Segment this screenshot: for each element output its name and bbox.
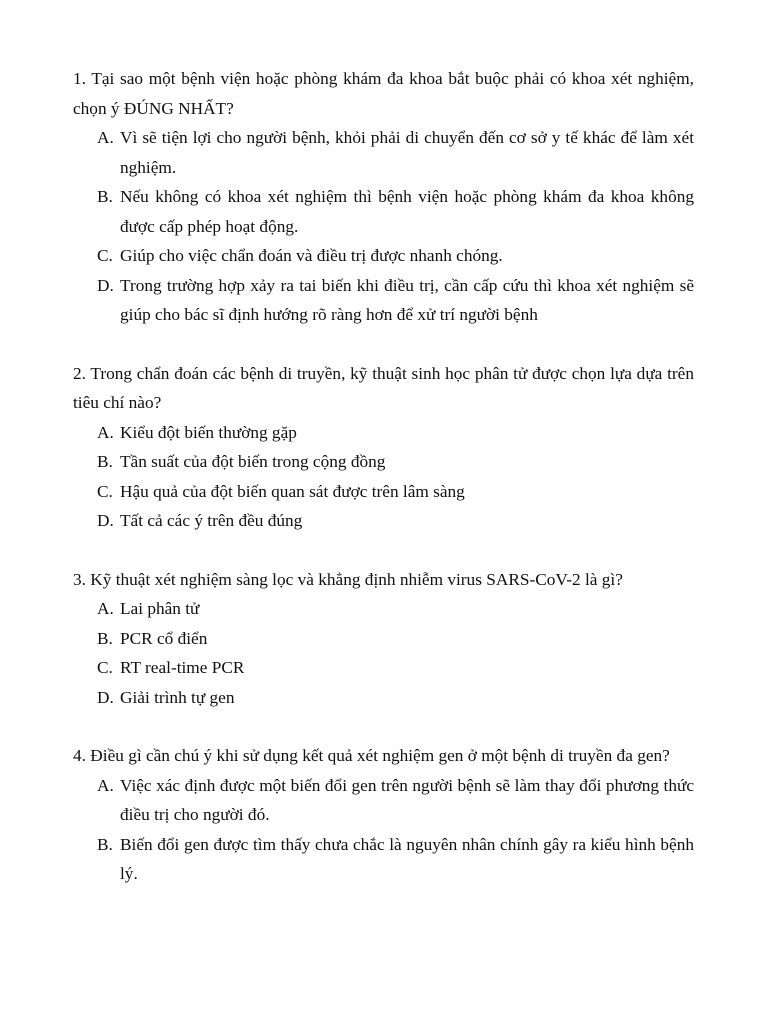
option-b bbox=[73, 830, 694, 889]
option-text: Việc xác định được một biến đổi gen trên người bệnh sẽ làm thay đổi phương thức điều trị cho người đó. bbox=[120, 775, 694, 824]
option-a bbox=[73, 418, 694, 448]
question-stem: 3. Kỹ thuật xét nghiệm sàng lọc và khẳng định nhiễm virus SARS-CoV-2 là gì? bbox=[73, 569, 623, 589]
option-b bbox=[73, 182, 694, 241]
option-letter: B. bbox=[97, 834, 113, 854]
option-c bbox=[73, 241, 694, 271]
document-page bbox=[73, 64, 694, 918]
option-text: Giải trình tự gen bbox=[120, 687, 235, 707]
option-d bbox=[73, 506, 694, 536]
option-text: Hậu quả của đột biến quan sát được trên lâm sàng bbox=[120, 481, 465, 501]
option-a bbox=[73, 594, 694, 624]
option-text: Kiểu đột biến thường gặp bbox=[120, 422, 297, 442]
option-text: Lai phân tử bbox=[120, 599, 200, 618]
option-letter: B. bbox=[97, 452, 113, 471]
option-letter: A. bbox=[97, 422, 114, 442]
option-text: Nếu không có khoa xét nghiệm thì bệnh viện hoặc phòng khám đa khoa không được cấp phép hoạt động. bbox=[120, 187, 694, 236]
option-letter: D. bbox=[97, 275, 114, 295]
option-text: Tất cả các ý trên đều đúng bbox=[120, 511, 303, 530]
question-stem: 2. Trong chẩn đoán các bệnh di truyền, kỹ thuật sinh học phân tử được chọn lựa dựa trên tiêu chí nào? bbox=[73, 363, 694, 412]
question-4 bbox=[73, 741, 694, 889]
option-a bbox=[73, 123, 694, 182]
question-stem: 1. Tại sao một bệnh viện hoặc phòng khám đa khoa bắt buộc phải có khoa xét nghiệm, chọn ý ĐÚNG NHẤT? bbox=[73, 69, 694, 118]
option-b bbox=[73, 624, 694, 654]
option-text: Vì sẽ tiện lợi cho người bệnh, khỏi phải di chuyển đến cơ sở y tế khác để làm xét nghiệm. bbox=[120, 128, 694, 177]
option-c bbox=[73, 653, 694, 683]
option-text: Trong trường hợp xảy ra tai biến khi điều trị, cần cấp cứu thì khoa xét nghiệm sẽ giúp cho bác sĩ định hướng rõ ràng hơn để xử trí người bệnh bbox=[120, 275, 694, 324]
option-letter: C. bbox=[97, 481, 113, 501]
option-letter: B. bbox=[97, 187, 113, 206]
option-b bbox=[73, 447, 694, 477]
question-3 bbox=[73, 565, 694, 713]
question-stem: 4. Điều gì cần chú ý khi sử dụng kết quả xét nghiệm gen ở một bệnh di truyền đa gen? bbox=[73, 746, 670, 765]
option-letter: B. bbox=[97, 628, 113, 648]
option-list bbox=[73, 418, 694, 536]
option-letter: A. bbox=[97, 775, 114, 795]
option-letter: C. bbox=[97, 246, 113, 265]
option-text: Tần suất của đột biến trong cộng đồng bbox=[120, 452, 386, 471]
option-letter: A. bbox=[97, 128, 114, 147]
question-1 bbox=[73, 64, 694, 330]
option-d bbox=[73, 271, 694, 330]
option-letter: A. bbox=[97, 599, 114, 618]
option-text: PCR cổ điển bbox=[120, 628, 208, 648]
question-2 bbox=[73, 359, 694, 536]
option-c bbox=[73, 477, 694, 507]
option-letter: C. bbox=[97, 658, 113, 677]
option-text: Biến đổi gen được tìm thấy chưa chắc là nguyên nhân chính gây ra kiểu hình bệnh lý. bbox=[120, 834, 694, 883]
option-d bbox=[73, 683, 694, 713]
option-text: Giúp cho việc chẩn đoán và điều trị được nhanh chóng. bbox=[120, 246, 503, 265]
option-letter: D. bbox=[97, 511, 114, 530]
option-a bbox=[73, 771, 694, 830]
option-list bbox=[73, 771, 694, 889]
option-list bbox=[73, 594, 694, 712]
option-list bbox=[73, 123, 694, 330]
option-letter: D. bbox=[97, 687, 114, 707]
option-text: RT real-time PCR bbox=[120, 658, 245, 677]
